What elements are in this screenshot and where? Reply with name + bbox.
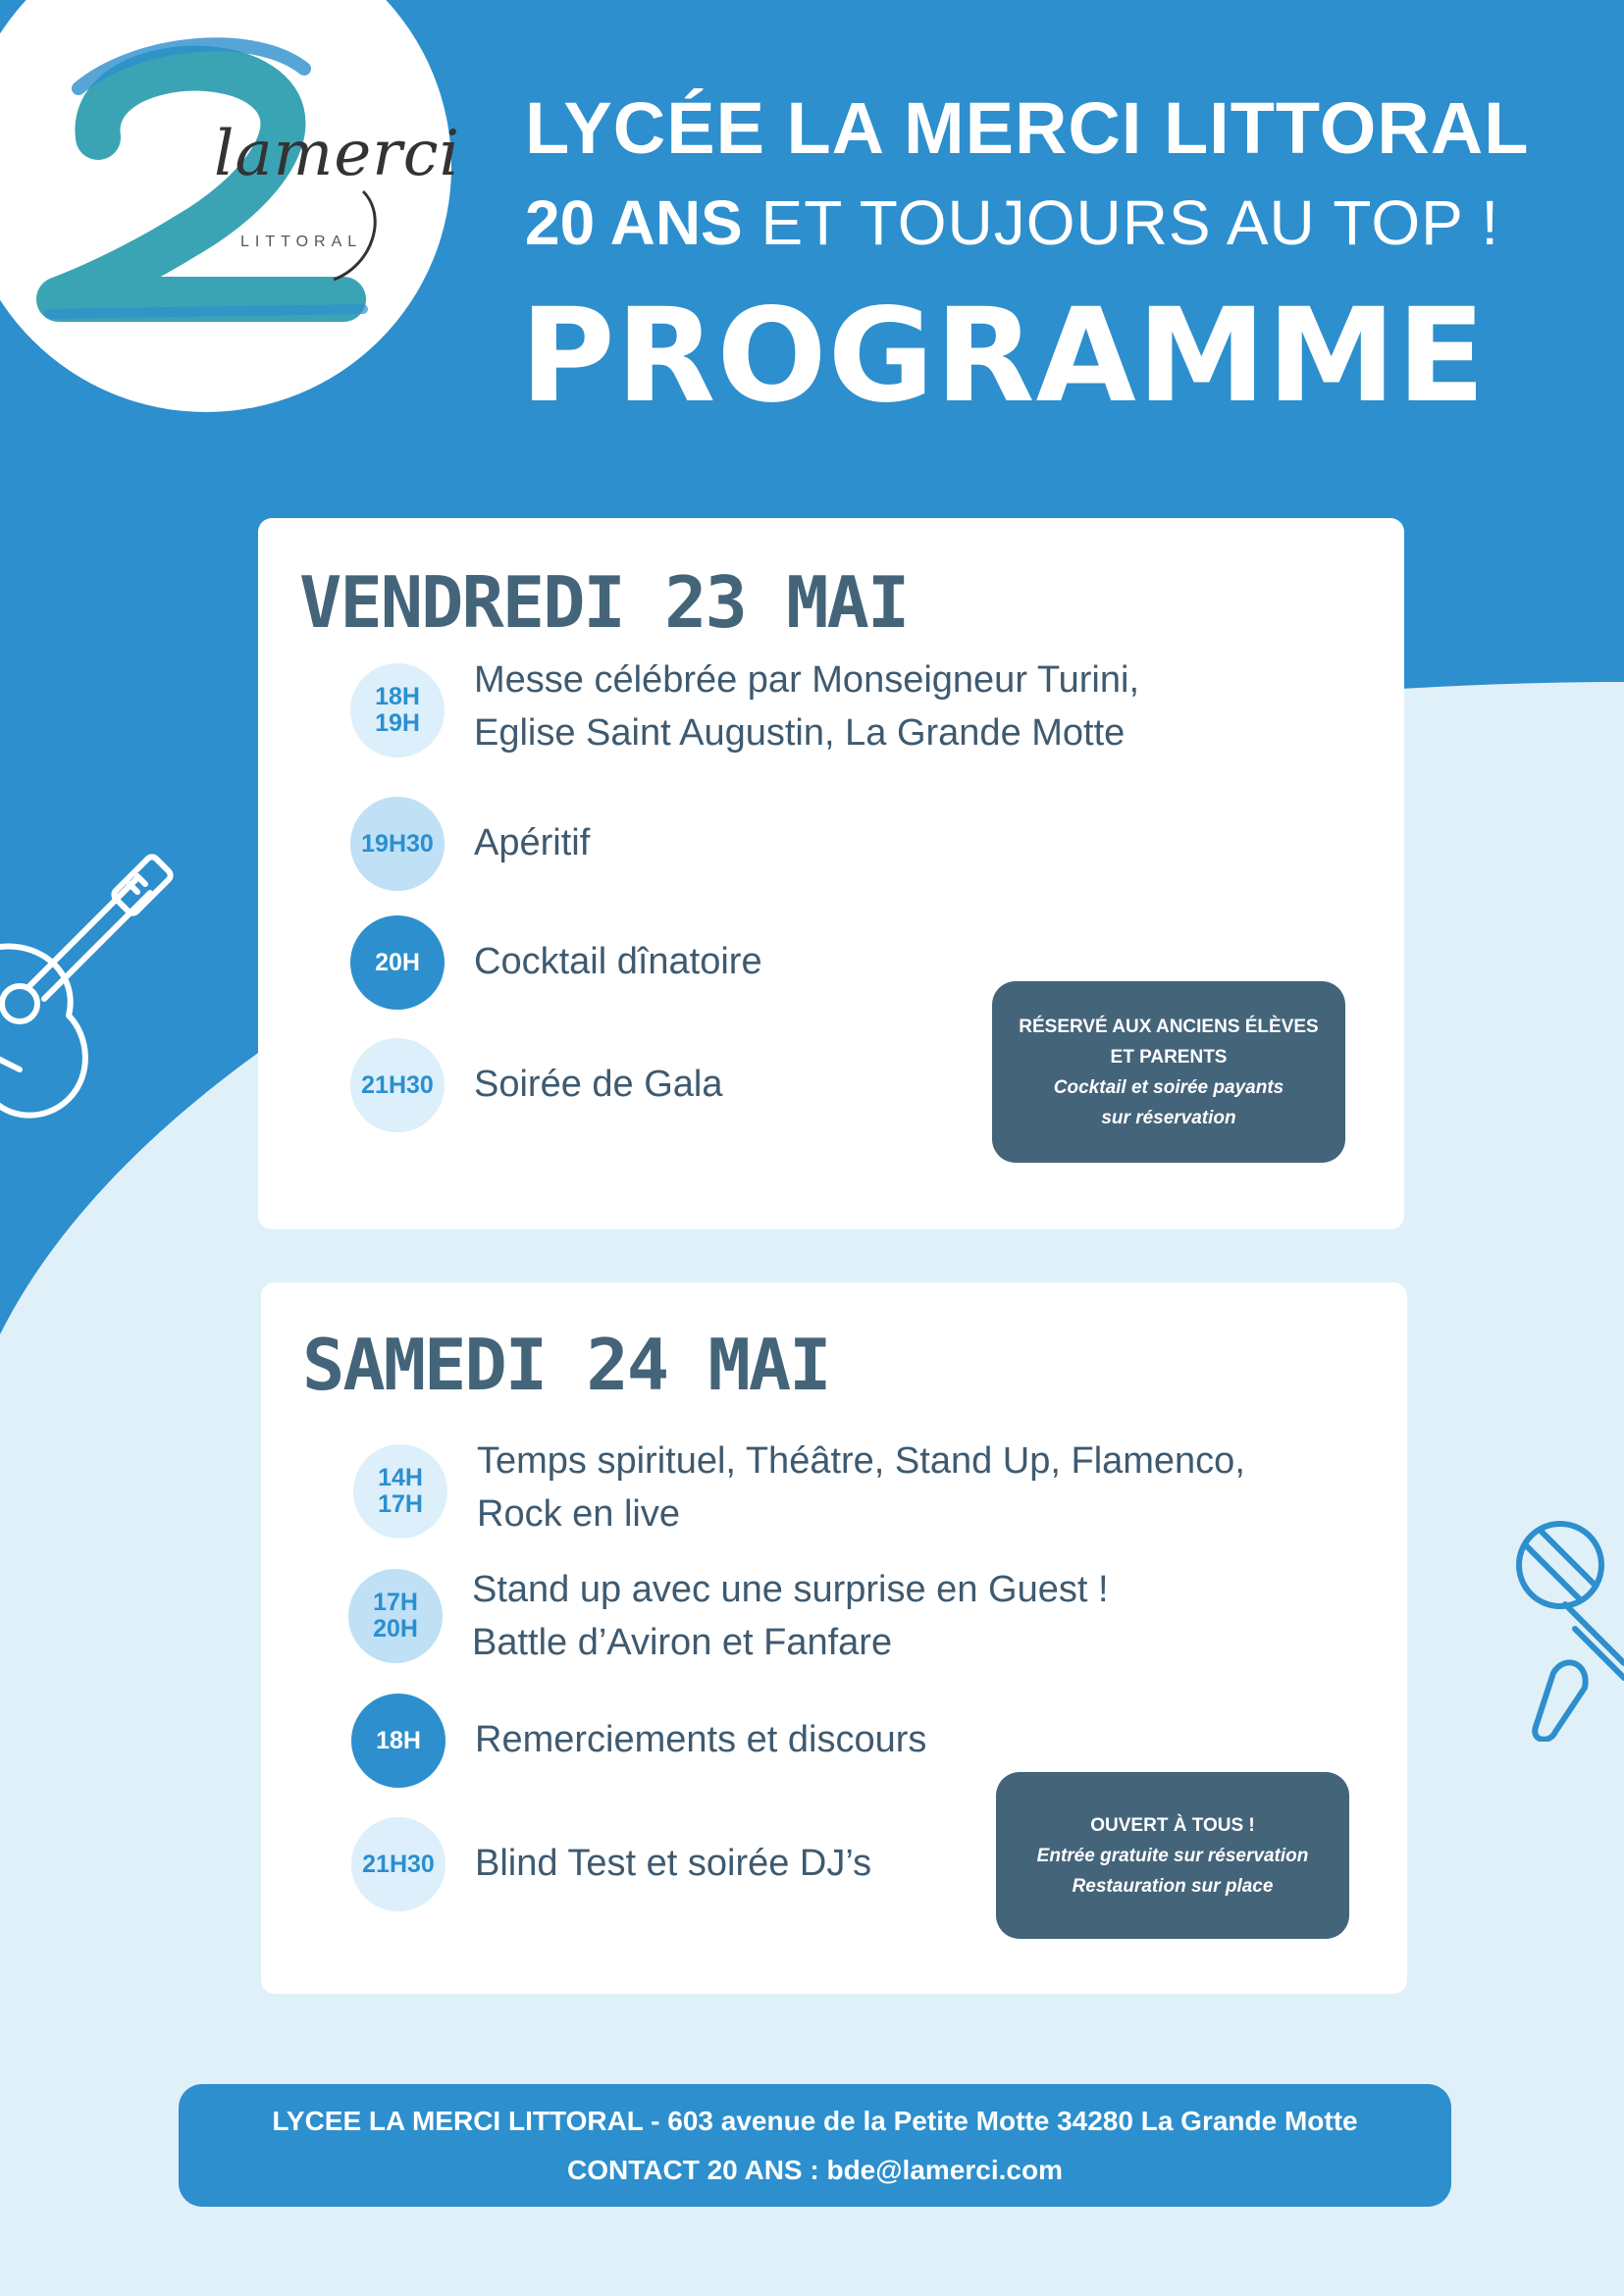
day-title: SAMEDI 24 MAI xyxy=(302,1324,830,1406)
event-line: Messe célébrée par Monseigneur Turini, xyxy=(474,659,1140,701)
time-badge xyxy=(348,1569,443,1663)
time-end: 20H xyxy=(373,1615,418,1643)
tagline-light: ET TOUJOURS AU TOP ! xyxy=(742,187,1500,258)
time-end: 17H xyxy=(378,1490,423,1518)
access-note xyxy=(996,1772,1349,1939)
page-title: PROGRAMME xyxy=(520,281,1487,432)
time-badge xyxy=(350,915,445,1010)
note-line: ET PARENTS xyxy=(1110,1046,1228,1068)
event-line: Battle d’Aviron et Fanfare xyxy=(472,1622,893,1663)
note-line: sur réservation xyxy=(1101,1107,1236,1128)
note-line: Restauration sur place xyxy=(1072,1875,1274,1897)
event-text xyxy=(474,653,1139,759)
event-text xyxy=(475,1837,871,1890)
time-start: 19H30 xyxy=(361,829,434,858)
event-row xyxy=(350,659,1233,757)
event-text xyxy=(472,1563,1109,1669)
event-row xyxy=(348,1569,1231,1663)
time-badge xyxy=(353,1444,447,1539)
anniversary-tagline xyxy=(525,186,1499,259)
logo-subtitle: LITTORAL xyxy=(240,234,363,250)
event-text xyxy=(475,1713,926,1766)
event-line: Apéritif xyxy=(474,822,591,863)
day-card-saturday xyxy=(261,1282,1407,1994)
event-line: Rock en live xyxy=(477,1493,680,1535)
note-line: Entrée gratuite sur réservation xyxy=(1036,1845,1309,1866)
reservation-note xyxy=(992,981,1345,1163)
event-line: Remerciements et discours xyxy=(475,1719,927,1760)
event-row xyxy=(353,1440,1245,1539)
event-row xyxy=(350,797,1233,891)
microphone-icon xyxy=(1506,1516,1624,1742)
time-badge xyxy=(350,663,445,757)
note-line: Cocktail et soirée payants xyxy=(1053,1076,1284,1098)
time-end: 19H xyxy=(375,709,420,737)
footer-contact-bar xyxy=(179,2084,1451,2207)
time-start: 18H xyxy=(375,683,420,710)
guitar-icon xyxy=(0,839,196,1133)
event-text xyxy=(477,1435,1245,1540)
event-text xyxy=(474,1058,723,1111)
school-name-heading: LYCÉE LA MERCI LITTORAL xyxy=(525,87,1530,169)
note-line: RÉSERVÉ AUX ANCIENS ÉLÈVES xyxy=(1019,1016,1319,1037)
tagline-bold: 20 ANS xyxy=(525,187,743,258)
event-text xyxy=(474,935,762,988)
time-badge xyxy=(351,1817,445,1911)
footer-address: LYCEE LA MERCI LITTORAL - 603 avenue de la Petite Motte 34280 La Grande Motte xyxy=(272,2105,1358,2136)
event-line: Temps spirituel, Théâtre, Stand Up, Flamenco, xyxy=(477,1440,1245,1482)
time-start: 18H xyxy=(376,1726,421,1754)
time-badge xyxy=(350,797,445,891)
day-card-friday xyxy=(258,518,1404,1229)
time-start: 21H30 xyxy=(362,1850,435,1878)
event-line: Soirée de Gala xyxy=(474,1064,723,1105)
time-start: 17H xyxy=(373,1589,418,1616)
footer-contact-email[interactable]: CONTACT 20 ANS : bde@lamerci.com xyxy=(567,2154,1063,2185)
event-line: Cocktail dînatoire xyxy=(474,941,762,982)
event-text xyxy=(474,816,590,869)
event-line: Blind Test et soirée DJ’s xyxy=(475,1843,872,1884)
time-badge xyxy=(351,1694,445,1788)
note-line: OUVERT À TOUS ! xyxy=(1090,1814,1255,1836)
day-title: VENDREDI 23 MAI xyxy=(299,561,909,644)
time-badge xyxy=(350,1038,445,1132)
time-start: 21H30 xyxy=(361,1070,434,1099)
time-start: 20H xyxy=(375,948,420,976)
logo-wordmark: lamerci xyxy=(214,118,461,190)
event-line: Stand up avec une surprise en Guest ! xyxy=(472,1569,1109,1610)
event-line: Eglise Saint Augustin, La Grande Motte xyxy=(474,712,1126,754)
time-start: 14H xyxy=(378,1464,423,1491)
